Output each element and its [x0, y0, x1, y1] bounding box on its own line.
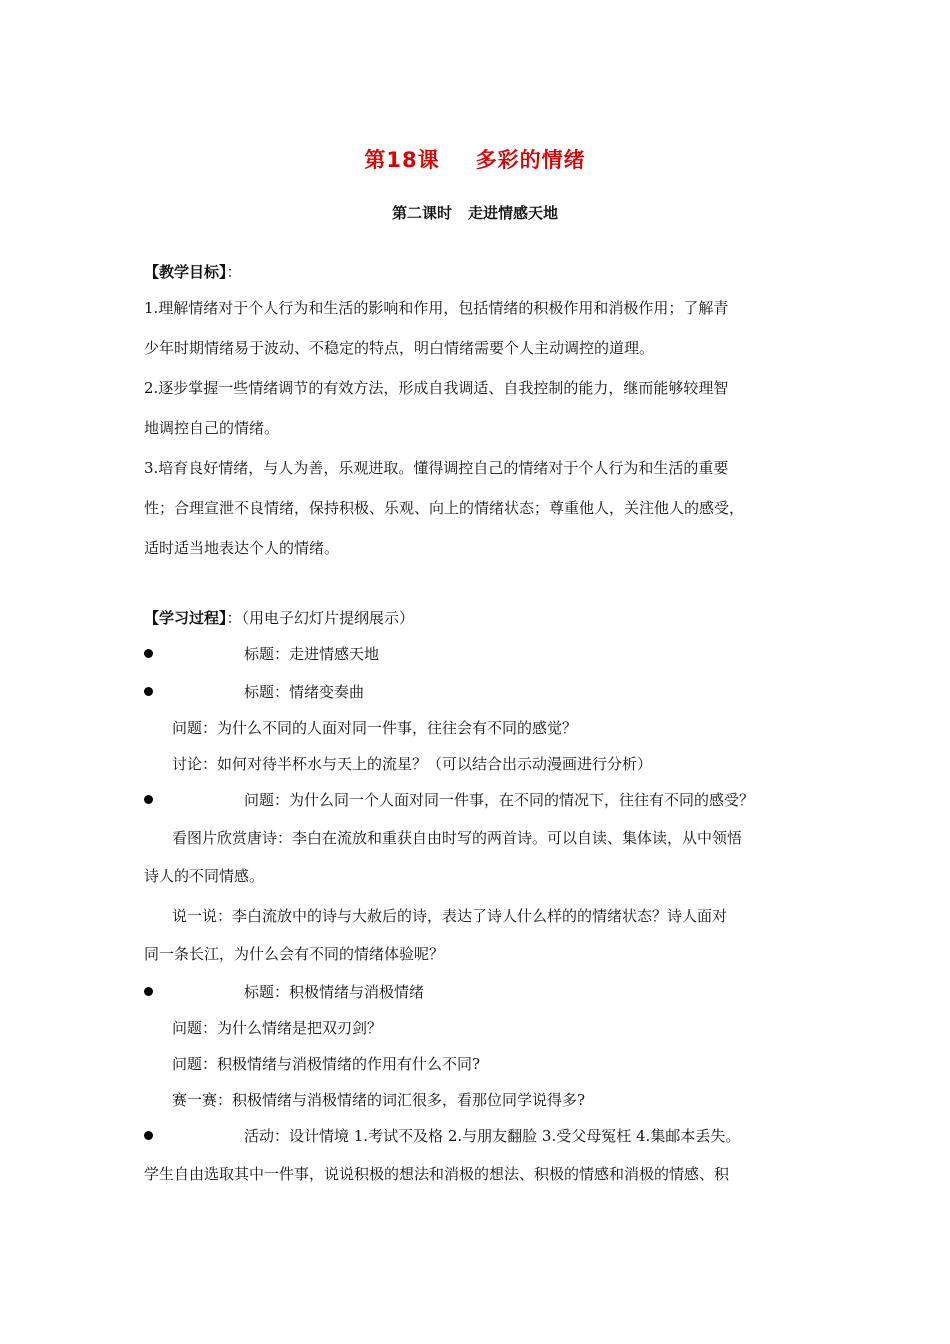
page-title [0, 144, 950, 174]
goals-heading [144, 262, 810, 282]
paragraph-line: 学生自由选取其中一件事，说说积极的想法和消极的想法、积极的情感和消极的情感、积 [144, 1165, 730, 1183]
goal-line: 地调控自己的情绪。 [144, 419, 280, 437]
goals-heading-suffix: ： [226, 263, 242, 281]
paragraph-line: 同一条长江，为什么会有不同的情绪体验呢？ [144, 945, 445, 963]
period-label: 第二课时 [391, 204, 452, 222]
bullet-icon [144, 687, 153, 696]
bullet-icon [144, 987, 153, 996]
process-heading-label: 【学习过程】 [144, 609, 227, 627]
goal-line: 3.培育良好情绪，与人为善，乐观进取。懂得调控自己的情绪对于个人行为和生活的重要 [144, 459, 729, 477]
question-line: 问题：积极情绪与消极情绪的作用有什么不同? [172, 1055, 481, 1073]
bullet-text: 标题：走进情感天地 [244, 645, 380, 663]
goal-line: 适时适当地表达个人的情绪。 [144, 539, 340, 557]
process-heading [144, 608, 810, 628]
goal-line: 1.理解情绪对于个人行为和生活的影响和作用，包括情绪的积极作用和消极作用；了解青 [144, 299, 729, 317]
bullet-text: 问题：为什么同一个人面对同一件事，在不同的情况下，往往有不同的感受？ [244, 791, 755, 809]
question-line: 问题：为什么情绪是把双刃剑？ [172, 1019, 383, 1037]
lesson-number: 第18课 [364, 148, 440, 172]
goal-line: 2.逐步掌握一些情绪调节的有效方法，形成自我调适、自我控制的能力，继而能够较理智 [144, 379, 729, 397]
bullet-text: 活动：设计情境 1.考试不及格 2.与朋友翻脸 3.受父母冤枉 4.集邮本丢失。 [244, 1127, 741, 1145]
bullet-icon [144, 1131, 153, 1140]
bullet-text: 标题：情绪变奏曲 [244, 683, 365, 701]
question-line: 问题：为什么不同的人面对同一件事，往往会有不同的感觉？ [172, 719, 578, 737]
lesson-topic: 多彩的情绪 [475, 148, 586, 172]
paragraph-line: 看图片欣赏唐诗：李白在流放和重获自由时写的两首诗。可以自读、集体读，从中领悟 [172, 829, 743, 847]
bullet-icon [144, 649, 153, 658]
paragraph-line: 诗人的不同情感。 [144, 867, 265, 885]
goals-heading-label: 【教学目标】 [144, 263, 227, 281]
process-heading-suffix: ：（用电子幻灯片提纲展示） [226, 609, 415, 627]
contest-line: 赛一赛：积极情绪与消极情绪的词汇很多，看那位同学说得多? [172, 1091, 586, 1109]
bullet-text: 标题：积极情绪与消极情绪 [244, 983, 425, 1001]
discussion-line: 讨论：如何对待半杯水与天上的流星？（可以结合出示动漫画进行分析） [172, 755, 653, 773]
period-topic: 走进情感天地 [468, 204, 559, 222]
paragraph-line: 说一说：李白流放中的诗与大赦后的诗，表达了诗人什么样的的情绪状态？诗人面对 [172, 907, 728, 925]
goal-line: 性；合理宣泄不良情绪，保持积极、乐观、向上的情绪状态；尊重他人，关注他人的感受， [144, 499, 745, 517]
bullet-icon [144, 795, 153, 804]
page-subtitle [0, 202, 950, 223]
goal-line: 少年时期情绪易于波动、不稳定的特点，明白情绪需要个人主动调控的道理。 [144, 339, 655, 357]
